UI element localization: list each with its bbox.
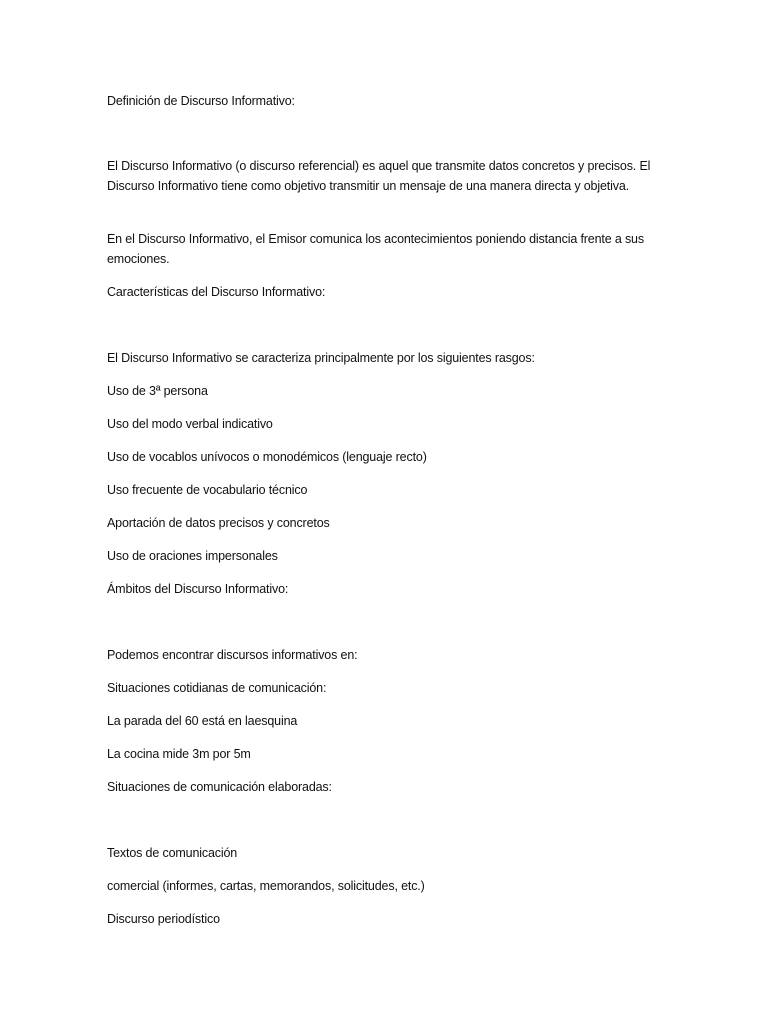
subheading-cotidianas: Situaciones cotidianas de comunicación: [107,681,327,695]
list-item: Uso de vocablos unívocos o monodémicos (lenguaje recto) [107,450,427,464]
paragraph-rasgos-intro: El Discurso Informativo se caracteriza principalmente por los siguientes rasgos: [107,351,535,365]
paragraph-definition: El Discurso Informativo (o discurso referencial) es aquel que transmite datos concretos y precisos. El Discurso Informativo tiene como objetivo transmitir un mensaje de una manera directa y objetiva. [107,159,651,193]
example-item: La cocina mide 3m por 5m [107,747,251,761]
example-item: comercial (informes, cartas, memorandos, solicitudes, etc.) [107,879,425,893]
heading-caracteristicas: Características del Discurso Informativo: [107,285,326,299]
list-item: Uso del modo verbal indicativo [107,417,273,431]
list-item: Aportación de datos precisos y concretos [107,516,330,530]
list-item: Uso de oraciones impersonales [107,549,278,563]
list-item: Uso de 3ª persona [107,384,208,398]
subheading-elaboradas: Situaciones de comunicación elaboradas: [107,780,332,794]
list-item: Uso frecuente de vocabulario técnico [107,483,308,497]
heading-definicion: Definición de Discurso Informativo: [107,94,295,108]
example-item: Textos de comunicación [107,846,238,860]
heading-ambitos: Ámbitos del Discurso Informativo: [107,582,289,596]
paragraph-emisor: En el Discurso Informativo, el Emisor comunica los acontecimientos poniendo distancia frente a sus emociones. [107,232,644,266]
paragraph-ambitos-intro: Podemos encontrar discursos informativos en: [107,648,358,662]
example-item: La parada del 60 está en laesquina [107,714,298,728]
example-item: Discurso periodístico [107,912,220,926]
